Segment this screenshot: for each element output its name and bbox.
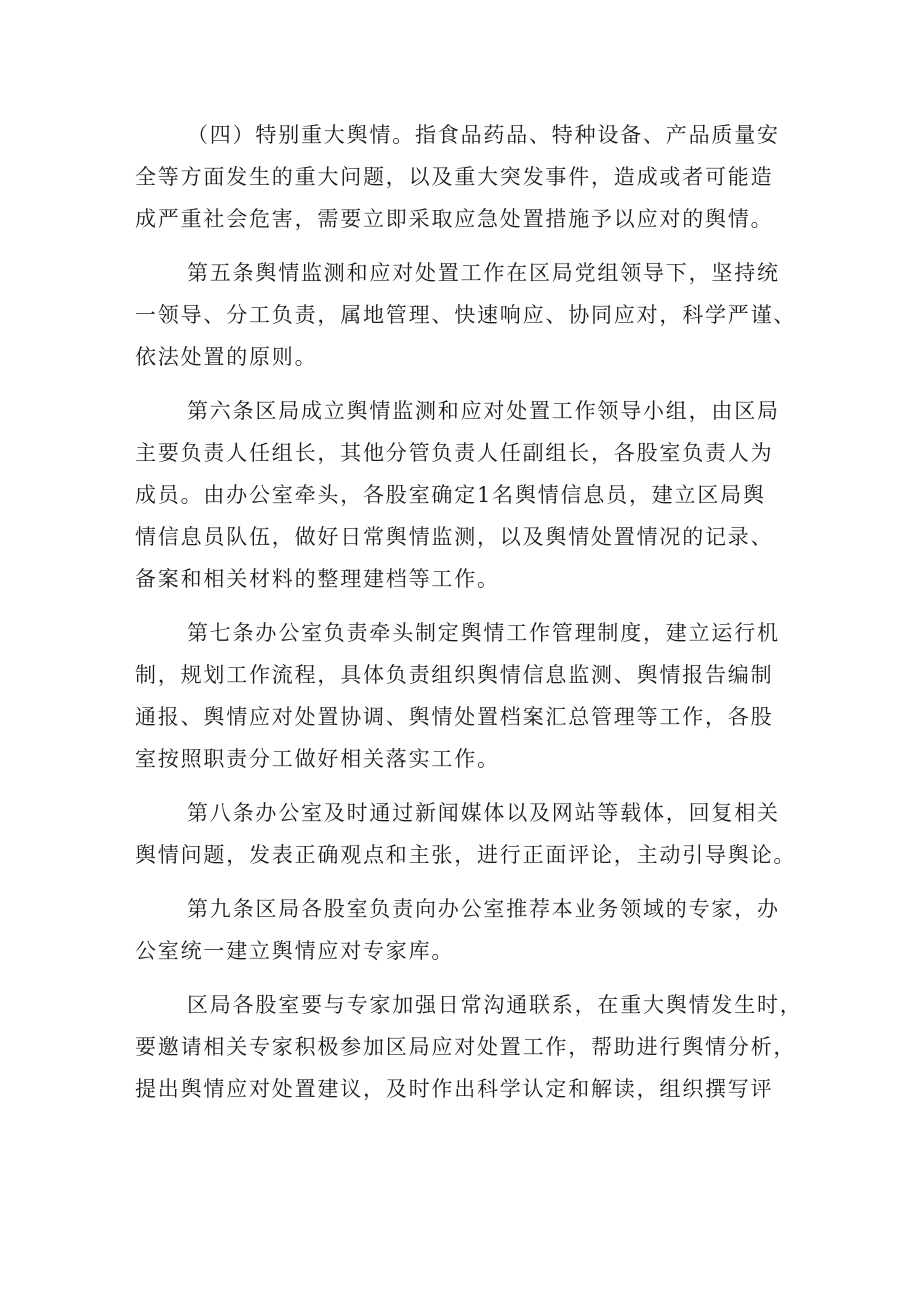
paragraph-line: 通报、舆情应对处置协调、舆情处置档案汇总管理等工作，各股: [135, 705, 774, 729]
paragraph-7: [135, 984, 811, 1110]
paragraph-line: 区局各股室要与专家加强日常沟通联系，在重大舆情发生时，: [187, 993, 803, 1017]
paragraph-1: [135, 114, 811, 240]
paragraph-line: 第七条办公室负责牵头制定舆情工作管理制度，建立运行机: [187, 621, 780, 645]
paragraph-line: 第六条区局成立舆情监测和应对处置工作领导小组，由区局: [187, 399, 780, 423]
paragraph-5: [135, 792, 811, 876]
paragraph-line: 第八条办公室及时通过新闻媒体以及网站等载体，回复相关: [187, 801, 780, 825]
paragraph-line: 制，规划工作流程，具体负责组织舆情信息监测、舆情报告编制: [135, 663, 774, 687]
paragraph-line: 情信息员队伍，做好日常舆情监测，以及舆情处置情况的记录、: [135, 525, 774, 549]
paragraph-line: 备案和相关材料的整理建档等工作。: [135, 567, 500, 591]
paragraph-6: [135, 888, 811, 972]
paragraph-line: 要邀请相关专家积极参加区局应对处置工作，帮助进行舆情分析，: [135, 1035, 797, 1059]
paragraph-line: 第五条舆情监测和应对处置工作在区局党组领导下，坚持统: [187, 261, 780, 285]
paragraph-line: 成严重社会危害，需要立即采取应急处置措施予以应对的舆情。: [135, 207, 774, 231]
paragraph-line: 室按照职责分工做好相关落实工作。: [135, 747, 500, 771]
paragraph-line: 成员。由办公室牵头，各股室确定1名舆情信息员，建立区局舆: [135, 483, 766, 507]
paragraph-line: 第九条区局各股室负责向办公室推荐本业务领域的专家，办: [187, 897, 780, 921]
paragraph-line: 公室统一建立舆情应对专家库。: [135, 939, 455, 963]
paragraph-line: 舆情问题，发表正确观点和主张，进行正面评论，主动引导舆论。: [135, 843, 797, 867]
paragraph-line: （四）特别重大舆情。指食品药品、特种设备、产品质量安: [187, 123, 780, 147]
paragraph-line: 主要负责人任组长，其他分管负责人任副组长，各股室负责人为: [135, 441, 774, 465]
paragraph-line: 一领导、分工负责，属地管理、快速响应、协同应对，科学严谨、: [135, 303, 797, 327]
paragraph-4: [135, 612, 811, 780]
paragraph-line: 依法处置的原则。: [135, 345, 318, 369]
paragraph-line: 全等方面发生的重大问题，以及重大突发事件，造成或者可能造: [135, 165, 774, 189]
document-body: [135, 114, 811, 1122]
paragraph-line: 提出舆情应对处置建议，及时作出科学认定和解读，组织撰写评: [135, 1077, 774, 1101]
paragraph-2: [135, 252, 811, 378]
paragraph-3: [135, 390, 811, 600]
